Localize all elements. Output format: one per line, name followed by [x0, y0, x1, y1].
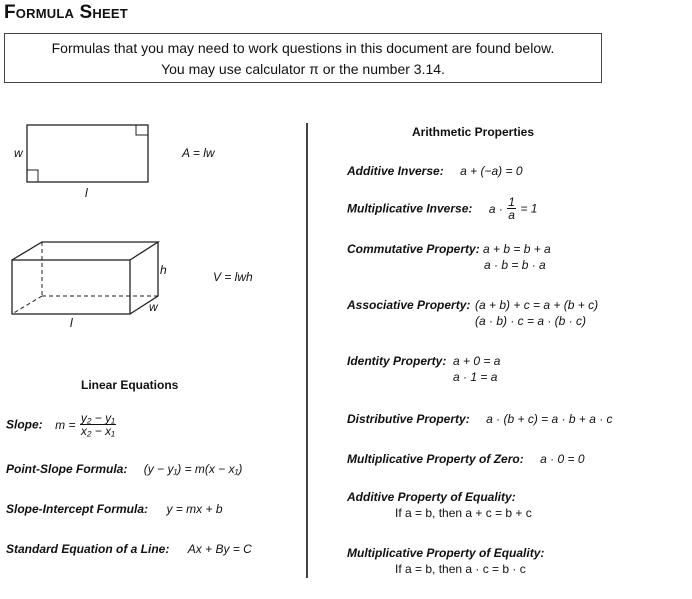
rectangle-area-formula: A = lw [182, 146, 215, 160]
multiplicative-inverse-lhs: a · [488, 201, 503, 216]
prism-length-label: l [70, 316, 73, 330]
mult-zero-label: Multiplicative Property of Zero: [347, 452, 524, 466]
page-title: Formula Sheet [4, 2, 128, 23]
multiplicative-inverse-fraction [507, 196, 516, 221]
slope-numerator: y₂ − y₁ [80, 411, 115, 425]
standard-equation-row [6, 540, 252, 558]
slope-lhs: m = [55, 417, 76, 432]
prism-height-label: h [160, 263, 167, 277]
commutative-line-2: a · b = b · a [484, 258, 546, 272]
rectangle-length-label: l [85, 186, 88, 200]
point-slope-formula: (y − y₁) = m(x − x₁) [143, 462, 243, 476]
slope-label: Slope: [6, 417, 43, 432]
add-equality-label: Additive Property of Equality: [347, 490, 516, 504]
add-equality-formula: If a = b, then a + c = b + c [395, 506, 532, 520]
standard-equation-formula: Ax + By = C [187, 542, 252, 556]
rectangle-width-label: w [14, 146, 23, 160]
commutative-label: Commutative Property: [347, 242, 480, 256]
slope-row [6, 412, 116, 437]
intro-line-2: You may use calculator π or the number 3.14. [161, 61, 445, 77]
mult-zero-formula: a · 0 = 0 [540, 452, 585, 466]
column-divider [306, 123, 308, 578]
distributive-row [347, 410, 613, 428]
prism-figure [10, 240, 160, 316]
multiplicative-inverse-denominator: a [508, 208, 515, 222]
linear-equations-heading: Linear Equations [81, 378, 179, 392]
multiplicative-inverse-rhs: = 1 [520, 201, 538, 216]
slope-intercept-formula: y = mx + b [166, 502, 223, 516]
additive-inverse-row [347, 162, 523, 180]
rectangle-figure [26, 124, 150, 184]
intro-line-1: Formulas that you may need to work questions in this document are found below. [51, 40, 555, 56]
distributive-label: Distributive Property: [347, 412, 470, 426]
arithmetic-properties-heading: Arithmetic Properties [412, 125, 535, 139]
multiplicative-inverse-row [347, 196, 537, 221]
additive-inverse-label: Additive Inverse: [347, 164, 444, 178]
additive-inverse-formula: a + (−a) = 0 [460, 164, 523, 178]
slope-intercept-label: Slope-Intercept Formula: [6, 502, 149, 516]
identity-line-1: a + 0 = a [453, 354, 501, 368]
associative-label: Associative Property: [347, 298, 471, 312]
multiplicative-inverse-label: Multiplicative Inverse: [347, 201, 473, 216]
slope-intercept-row [6, 500, 223, 518]
mult-equality-label: Multiplicative Property of Equality: [347, 546, 545, 560]
commutative-line-1: a + b = b + a [483, 242, 551, 256]
slope-denominator: x₂ − x₁ [80, 424, 115, 438]
multiplicative-inverse-numerator: 1 [508, 195, 515, 209]
prism-width-label: w [149, 300, 158, 314]
identity-label: Identity Property: [347, 354, 447, 368]
point-slope-label: Point-Slope Formula: [6, 462, 128, 476]
slope-fraction [80, 412, 116, 437]
point-slope-row [6, 460, 242, 478]
mult-equality-formula: If a = b, then a · c = b · c [395, 562, 526, 576]
associative-line-2: (a · b) · c = a · (b · c) [475, 314, 587, 328]
distributive-formula: a · (b + c) = a · b + a · c [486, 412, 613, 426]
mult-zero-row [347, 450, 585, 468]
intro-box [4, 33, 602, 83]
identity-line-2: a · 1 = a [453, 370, 498, 384]
standard-equation-label: Standard Equation of a Line: [6, 542, 170, 556]
associative-line-1: (a + b) + c = a + (b + c) [475, 298, 599, 312]
prism-volume-formula: V = lwh [213, 270, 253, 284]
